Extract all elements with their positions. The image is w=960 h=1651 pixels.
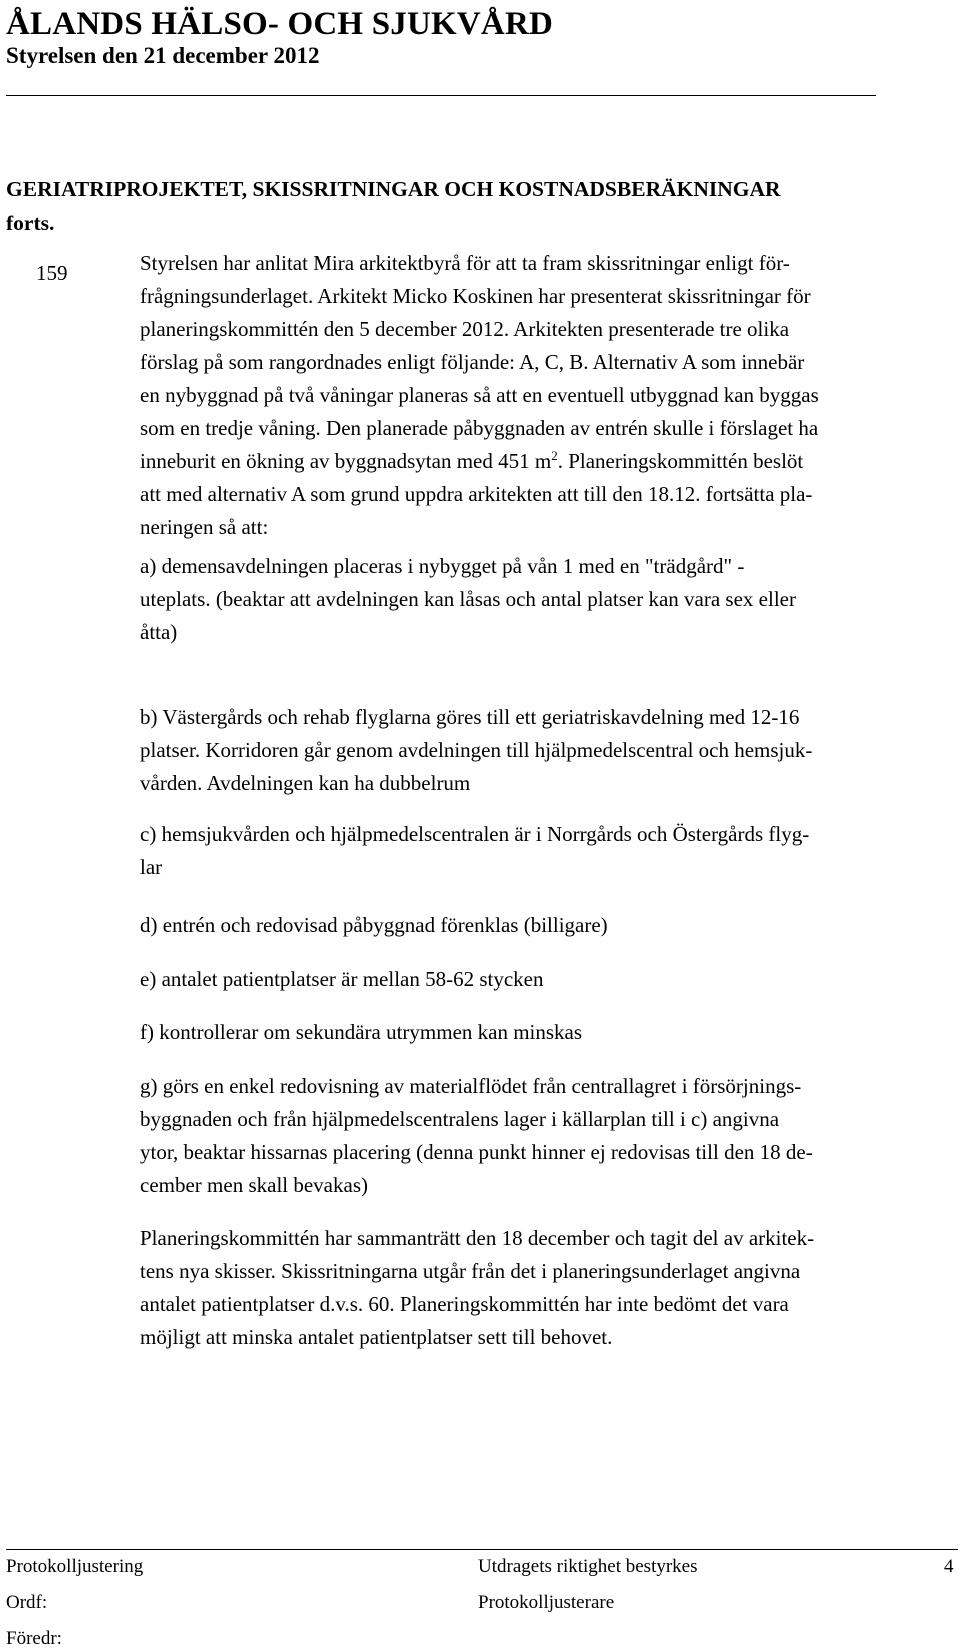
section-title-line-2: forts. — [6, 211, 55, 235]
text-line: e) antalet patientplatser är mellan 58-62 stycken — [140, 967, 544, 991]
text-line: planeringskommittén den 5 december 2012. Arkitekten presenterade tre olika — [140, 317, 790, 341]
text-line: c) hemsjukvården och hjälpmedelscentralen är i Norrgårds och Östergårds flyg- — [140, 822, 810, 846]
section-title — [6, 172, 781, 240]
text-line: frågningsunderlaget. Arkitekt Micko Koskinen har presenterat skissritningar för — [140, 284, 811, 308]
list-item-c — [140, 818, 960, 884]
text-line: lar — [140, 855, 163, 879]
text-line: f) kontrollerar om sekundära utrymmen kan minskas — [140, 1020, 583, 1044]
meeting-date: Styrelsen den 21 december 2012 — [6, 43, 320, 68]
footer-adjusters-label: Protokolljusterare — [478, 1592, 615, 1613]
organization-title: ÅLANDS HÄLSO- OCH SJUKVÅRD — [6, 6, 554, 42]
text-line: en nybyggnad på två våningar planeras så att en eventuell utbyggnad kan byggas — [140, 383, 819, 407]
footer-certification: Utdragets riktighet bestyrkes — [478, 1556, 698, 1577]
header-divider — [6, 95, 876, 96]
text-line: möjligt att minska antalet patientplatser sett till behovet. — [140, 1325, 613, 1349]
text-line: platser. Korridoren går genom avdelningen till hjälpmedelscentral och hemsjuk- — [140, 738, 813, 762]
area-text-rest: . Planeringskommittén beslöt — [557, 449, 804, 473]
section-title-line-1: GERIATRIPROJEKTET, SKISSRITNINGAR OCH KOSTNADSBERÄKNINGAR — [6, 177, 781, 201]
text-line: cember men skall bevakas) — [140, 1173, 368, 1197]
list-item-d — [140, 909, 960, 942]
footer-protocol-check: Protokolljustering — [6, 1556, 144, 1577]
text-line: byggnaden och från hjälpmedelscentralens lager i källarplan till i c) angivna — [140, 1107, 780, 1131]
list-item-a — [140, 550, 960, 649]
text-line: som en tredje våning. Den planerade påbyggnaden av entrén skulle i förslaget ha — [140, 416, 819, 440]
section-number: 159 — [36, 261, 68, 285]
list-item-e — [140, 963, 960, 996]
text-line: b) Västergårds och rehab flyglarna göres till ett geriatriskavdelning med 12-16 — [140, 705, 800, 729]
closing-paragraph — [140, 1222, 960, 1354]
text-line: förslag på som rangordnades enligt följande: A, C, B. Alternativ A som innebär — [140, 350, 805, 374]
text-line: d) entrén och redovisad påbyggnad förenklas (billigare) — [140, 913, 608, 937]
text-line: uteplats. (beaktar att avdelningen kan låsas och antal platser kan vara sex eller — [140, 587, 796, 611]
area-superscript: 2 — [551, 448, 558, 463]
footer-presenter-label: Föredr: — [6, 1628, 62, 1649]
text-line: att med alternativ A som grund uppdra arkitekten att till den 18.12. fortsätta pla- — [140, 482, 813, 506]
footer-chair-label: Ordf: — [6, 1592, 48, 1613]
text-line: g) görs en enkel redovisning av materialflödet från centrallagret i försörjnings- — [140, 1074, 802, 1098]
page-number: 4 — [944, 1556, 954, 1577]
text-line: neringen så att: — [140, 515, 269, 539]
list-item-f — [140, 1016, 960, 1049]
text-line: Planeringskommittén har sammanträtt den 18 december och tagit del av arkitek- — [140, 1226, 815, 1250]
text-line: vården. Avdelningen kan ha dubbelrum — [140, 771, 471, 795]
text-line: tens nya skisser. Skissritningarna utgår från det i planeringsunderlaget angivna — [140, 1259, 801, 1283]
list-item-g — [140, 1070, 960, 1202]
text-line: Styrelsen har anlitat Mira arkitektbyrå för att ta fram skissritningar enligt för- — [140, 251, 790, 275]
text-line: a) demensavdelningen placeras i nybygget på vån 1 med en "trädgård" - — [140, 554, 745, 578]
area-text: inneburit en ökning av byggnadsytan med 451 m — [140, 449, 552, 473]
intro-paragraph — [140, 247, 960, 544]
text-line: antalet patientplatser d.v.s. 60. Planeringskommittén har inte bedömt det vara — [140, 1292, 789, 1316]
text-line: ytor, beaktar hissarnas placering (denna punkt hinner ej redovisas till den 18 de- — [140, 1140, 813, 1164]
list-item-b — [140, 701, 960, 800]
text-line: åtta) — [140, 620, 178, 644]
text-line-area — [140, 445, 960, 478]
footer-divider — [6, 1549, 958, 1550]
